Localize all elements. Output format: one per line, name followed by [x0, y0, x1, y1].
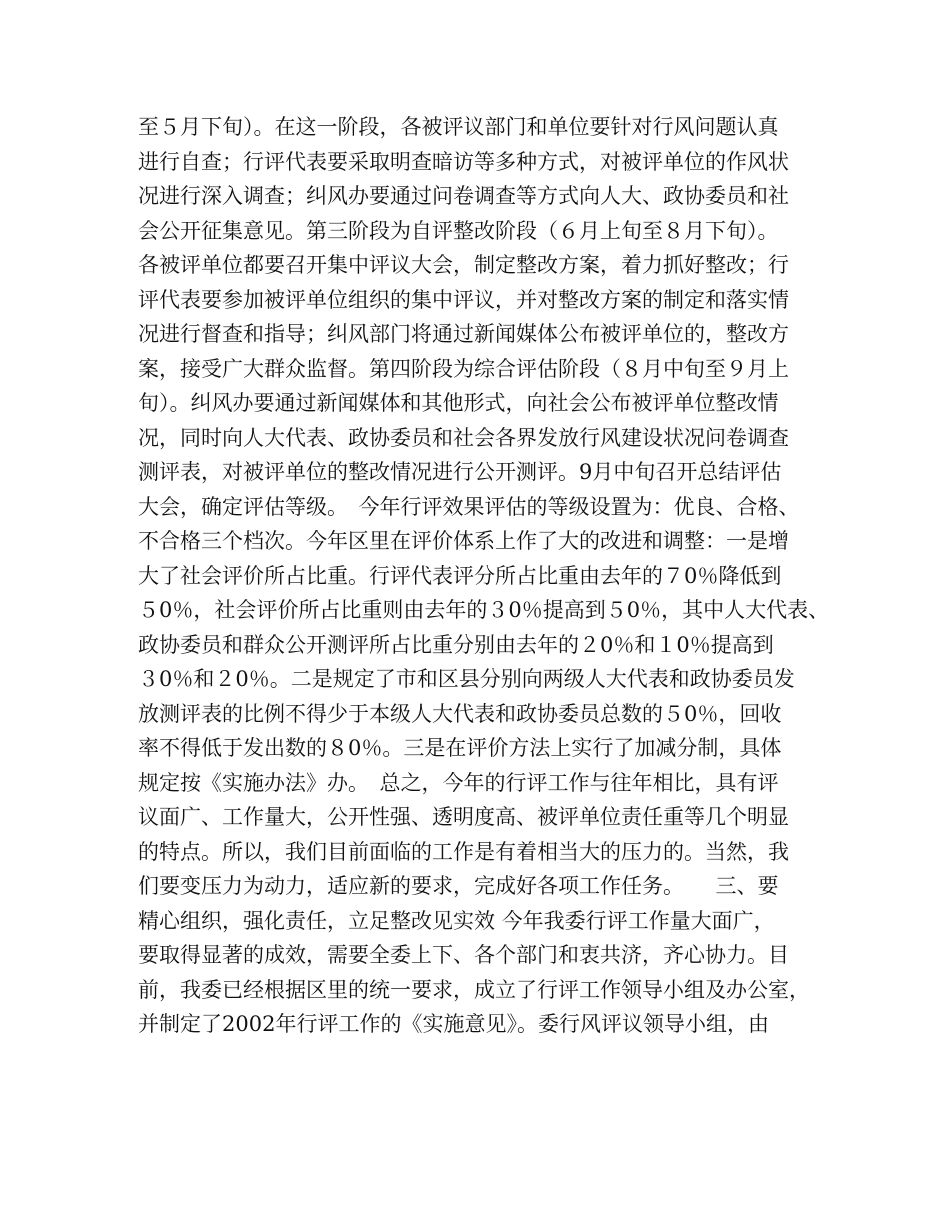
- text-line: 不合格三个档次。今年区里在评价体系上作了大的改进和调整：一是增: [138, 529, 789, 553]
- body-text: [138, 110, 838, 1042]
- text-line: 会公开征集意见。第三阶段为自评整改阶段（６月上旬至８月下旬）。: [138, 218, 779, 243]
- text-line: 况，同时向人大代表、政协委员和社会各界发放行风建设状况问卷调查: [138, 425, 789, 450]
- text-line: 至５月下旬）。在这一阶段，各被评议部门和单位要针对行风问题认真: [138, 115, 779, 139]
- text-line: ５0％，社会评价所占比重则由去年的３0％提高到５0％，其中人大代表、: [138, 598, 830, 622]
- text-line: 议面广、工作量大，公开性强、透明度高、被评单位责任重等几个明显: [138, 805, 789, 829]
- text-line: 进行自查；行评代表要采取明查暗访等多种方式，对被评单位的作风状: [138, 149, 789, 174]
- text-line: 并制定了2002年行评工作的《实施意见》。委行风评议领导小组，由: [138, 1012, 769, 1036]
- text-line: 精心组织，强化责任，立足整改见实效 今年我委行评工作量大面广，: [138, 908, 775, 933]
- text-line: 况进行督查和指导；纠风部门将通过新闻媒体公布被评单位的，整改方: [138, 322, 789, 346]
- text-line: 大会，确定评估等级。 今年行评效果评估的等级设置为：优良、合格、: [138, 494, 800, 519]
- text-line: 各被评单位都要召开集中评议大会，制定整改方案，着力抓好整改；行: [138, 253, 789, 277]
- text-line: 评代表要参加被评单位组织的集中评议，并对整改方案的制定和落实情: [138, 287, 789, 312]
- text-line: 率不得低于发出数的８0％。三是在评价方法上实行了加减分制，具体: [138, 736, 782, 760]
- text-line: 前，我委已经根据区里的统一要求，成立了行评工作领导小组及办公室，: [138, 977, 810, 1002]
- text-line: 大了社会评价所占比重。行评代表评分所占比重由去年的７0％降低到: [138, 563, 782, 588]
- text-line: 政协委员和群众公开测评所占比重分别由去年的２0％和１0％提高到: [138, 632, 774, 657]
- text-line: 们要变压力为动力，适应新的要求，完成好各项工作任务。 三、要: [138, 874, 779, 898]
- text-line: 放测评表的比例不得少于本级人大代表和政协委员总数的５0％，回收: [138, 701, 782, 726]
- text-line: 规定按《实施办法》办。 总之，今年的行评工作与往年相比，具有评: [138, 770, 779, 795]
- text-line: 况进行深入调查；纠风办要通过问卷调查等方式向人大、政协委员和社: [138, 184, 789, 208]
- text-line: 要取得显著的成效，需要全委上下、各个部门和衷共济，齐心协力。目: [138, 943, 789, 967]
- text-line: ３0％和２0％。二是规定了市和区县分别向两级人大代表和政协委员发: [138, 667, 795, 691]
- text-line: 案，接受广大群众监督。第四阶段为综合评估阶段（８月中旬至９月上: [138, 356, 789, 381]
- text-line: 测评表，对被评单位的整改情况进行公开测评。9月中旬召开总结评估: [138, 460, 782, 484]
- text-line: 旬）。纠风办要通过新闻媒体和其他形式，向社会公布被评单位整改情: [138, 391, 779, 415]
- text-line: 的特点。所以，我们目前面临的工作是有着相当大的压力的。当然，我: [138, 839, 789, 864]
